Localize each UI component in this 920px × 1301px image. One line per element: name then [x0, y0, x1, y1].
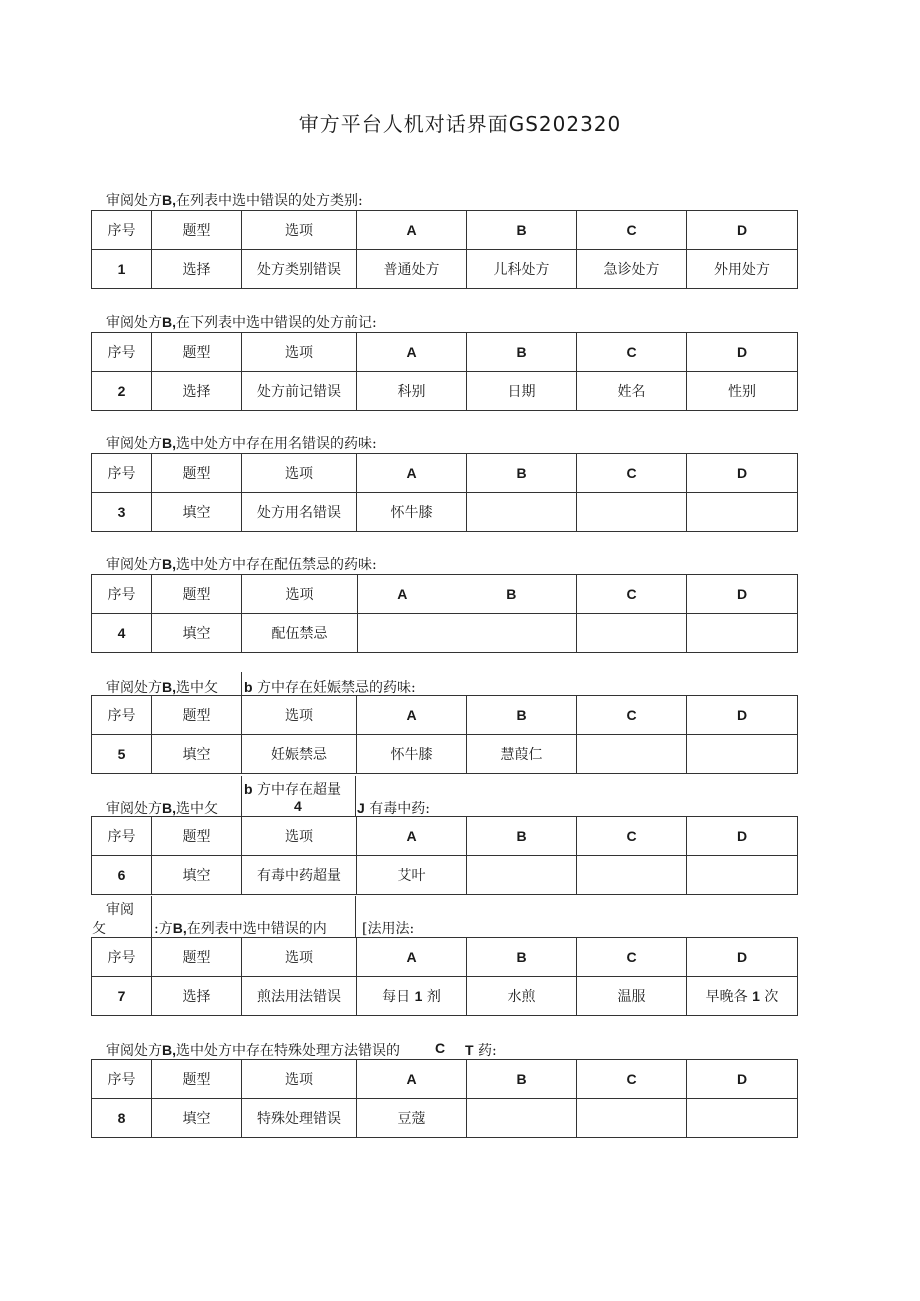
header-a: A	[357, 333, 467, 372]
choice-c[interactable]: 温服	[577, 977, 687, 1016]
header-c: C	[577, 333, 687, 372]
table-row	[92, 977, 798, 1016]
choice-text: 早晚各	[705, 989, 748, 1005]
caption-text: 方中存在超量	[257, 782, 342, 798]
question-table-7	[91, 937, 798, 1016]
header-type: 题型	[152, 211, 242, 250]
table-header-row	[92, 817, 798, 856]
header-type: 题型	[152, 454, 242, 493]
input-a[interactable]: 怀牛膝	[357, 493, 467, 532]
choice-c[interactable]: 急诊处方	[577, 250, 687, 289]
table-header-row	[92, 333, 798, 372]
choice-number: 1	[752, 988, 760, 1004]
row-option: 处方用名错误	[242, 493, 357, 532]
header-b: B	[467, 817, 577, 856]
input-d[interactable]	[687, 856, 798, 895]
header-b: B	[467, 333, 577, 372]
header-c: C	[577, 817, 687, 856]
input-a[interactable]: 怀牛膝	[357, 735, 467, 774]
header-option: 选项	[242, 696, 357, 735]
choice-d[interactable]	[687, 977, 798, 1016]
header-b: B	[467, 1060, 577, 1099]
header-type: 题型	[152, 696, 242, 735]
header-seq: 序号	[92, 333, 152, 372]
section-1-caption	[106, 190, 363, 210]
choice-c[interactable]: 姓名	[577, 372, 687, 411]
row-seq: 7	[92, 977, 152, 1016]
header-seq: 序号	[92, 817, 152, 856]
input-c[interactable]	[577, 735, 687, 774]
section-8-caption-end	[465, 1040, 497, 1060]
row-seq: 8	[92, 1099, 152, 1138]
header-seq: 序号	[92, 454, 152, 493]
header-d: D	[687, 575, 798, 614]
caption-bold: b	[244, 781, 253, 797]
header-d: D	[687, 696, 798, 735]
cell-divider	[151, 896, 152, 937]
input-b[interactable]	[467, 856, 577, 895]
section-6-caption-num	[294, 798, 302, 815]
header-c: C	[577, 1060, 687, 1099]
header-b: B	[467, 938, 577, 977]
header-c: C	[577, 454, 687, 493]
caption-text: 有毒中药:	[369, 801, 430, 817]
caption-text: :方	[154, 921, 173, 937]
caption-bold: B,	[162, 192, 176, 208]
caption-text: 审阅处方	[106, 1043, 162, 1059]
input-d[interactable]	[687, 614, 798, 653]
caption-text: 方中存在妊娠禁忌的药味:	[257, 680, 416, 696]
caption-bold: 4	[294, 798, 302, 814]
section-3-caption	[106, 433, 377, 453]
header-b: B	[467, 454, 577, 493]
header-type: 题型	[152, 575, 242, 614]
choice-d[interactable]: 性别	[687, 372, 798, 411]
input-c[interactable]	[577, 856, 687, 895]
section-6-caption-end	[357, 798, 430, 818]
header-b: B	[467, 696, 577, 735]
choice-b[interactable]: 水煎	[467, 977, 577, 1016]
header-option: 选项	[242, 333, 357, 372]
question-table-3	[91, 453, 798, 532]
row-type: 填空	[152, 614, 242, 653]
caption-bold: J	[357, 800, 365, 816]
caption-bold: B,	[162, 679, 176, 695]
caption-bold: b	[244, 679, 253, 695]
row-type: 填空	[152, 735, 242, 774]
row-option: 处方前记错误	[242, 372, 357, 411]
header-c: C	[577, 575, 687, 614]
choice-a[interactable]: 科别	[357, 372, 467, 411]
caption-text: 在列表中选中错误的内	[186, 921, 327, 937]
cell-divider	[355, 896, 356, 937]
header-type: 题型	[152, 817, 242, 856]
header-a: A	[357, 938, 467, 977]
row-type: 选择	[152, 372, 242, 411]
row-seq: 5	[92, 735, 152, 774]
header-option: 选项	[242, 817, 357, 856]
header-d: D	[687, 333, 798, 372]
table-row	[92, 735, 798, 774]
header-c: C	[577, 211, 687, 250]
question-table-4	[91, 574, 798, 653]
table-row	[92, 493, 798, 532]
row-seq: 1	[92, 250, 152, 289]
table-row	[92, 614, 798, 653]
input-b[interactable]	[467, 493, 577, 532]
row-seq: 3	[92, 493, 152, 532]
caption-text: 审阅处方	[106, 315, 162, 331]
header-d: D	[687, 817, 798, 856]
table-header-row	[92, 454, 798, 493]
header-a: A	[357, 211, 467, 250]
caption-bold: B,	[162, 314, 176, 330]
input-a[interactable]: 艾叶	[357, 856, 467, 895]
cell-divider	[241, 672, 242, 696]
header-seq: 序号	[92, 575, 152, 614]
section-8-caption-c	[435, 1040, 445, 1057]
header-a: A	[357, 1060, 467, 1099]
table-header-row	[92, 575, 798, 614]
choice-a[interactable]	[357, 977, 467, 1016]
input-b[interactable]	[467, 1099, 577, 1138]
input-c[interactable]	[577, 614, 687, 653]
section-4-caption	[106, 554, 377, 574]
caption-text: 审阅处方	[106, 193, 162, 209]
caption-bold: B,	[162, 435, 176, 451]
question-table-6	[91, 816, 798, 895]
row-option: 处方类别错误	[242, 250, 357, 289]
choice-text: 剂	[426, 989, 441, 1005]
header-seq: 序号	[92, 211, 152, 250]
input-b[interactable]: 慧葭仁	[467, 735, 577, 774]
caption-text: 选中处方中存在用名错误的药味:	[176, 436, 377, 452]
header-a: A	[358, 575, 447, 614]
question-table-8	[91, 1059, 798, 1138]
section-5-caption-cont	[244, 677, 416, 697]
caption-bold: B,	[162, 1042, 176, 1058]
table-row	[92, 856, 798, 895]
header-b: B	[467, 211, 577, 250]
input-d[interactable]	[687, 1099, 798, 1138]
row-seq: 2	[92, 372, 152, 411]
row-option: 有毒中药超量	[242, 856, 357, 895]
table-header-row	[92, 696, 798, 735]
question-table-5	[91, 695, 798, 774]
section-8-caption	[106, 1040, 400, 1060]
table-row	[92, 250, 798, 289]
header-d: D	[687, 211, 798, 250]
caption-text: 选中攵	[176, 801, 218, 817]
row-option: 配伍禁忌	[242, 614, 358, 653]
table-header-row	[92, 938, 798, 977]
input-a[interactable]: 豆蔻	[357, 1099, 467, 1138]
page-title: 审方平台人机对话界面GS202320	[298, 112, 622, 136]
row-seq: 4	[92, 614, 152, 653]
section-7-caption-line1: 审阅	[106, 902, 134, 918]
caption-bold: B,	[162, 800, 176, 816]
header-c: C	[577, 696, 687, 735]
caption-bold: T	[465, 1042, 474, 1058]
caption-text: 选中攵	[176, 680, 218, 696]
choice-b[interactable]: 儿科处方	[467, 250, 577, 289]
caption-text: 选中处方中存在特殊处理方法错误的	[176, 1043, 400, 1059]
choice-a[interactable]: 普通处方	[357, 250, 467, 289]
header-option: 选项	[242, 938, 357, 977]
header-type: 题型	[152, 333, 242, 372]
caption-text: 在列表中选中错误的处方类别:	[176, 193, 363, 209]
header-option: 选项	[242, 454, 357, 493]
row-seq: 6	[92, 856, 152, 895]
section-5-caption	[106, 677, 218, 697]
section-6-caption-cont	[244, 779, 341, 799]
input-d[interactable]	[687, 735, 798, 774]
row-option: 妊娠禁忌	[242, 735, 357, 774]
row-type: 填空	[152, 1099, 242, 1138]
choice-number: 1	[414, 988, 423, 1004]
choice-d[interactable]: 外用处方	[687, 250, 798, 289]
choice-b[interactable]: 日期	[467, 372, 577, 411]
row-type: 选择	[152, 977, 242, 1016]
header-option: 选项	[242, 575, 358, 614]
caption-text: 审阅处方	[106, 436, 162, 452]
section-2-caption	[106, 312, 377, 332]
input-c[interactable]	[577, 493, 687, 532]
section-7-caption-mid	[154, 918, 327, 938]
table-row	[92, 1099, 798, 1138]
caption-bold: B,	[172, 920, 187, 936]
header-a: A	[357, 817, 467, 856]
question-table-1	[91, 210, 798, 289]
row-type: 填空	[152, 856, 242, 895]
input-a[interactable]	[358, 614, 447, 653]
table-header-row	[92, 1060, 798, 1099]
header-seq: 序号	[92, 1060, 152, 1099]
header-d: D	[687, 454, 798, 493]
table-header-row	[92, 211, 798, 250]
header-type: 题型	[152, 1060, 242, 1099]
caption-text: 选中处方中存在配伍禁忌的药味:	[176, 557, 377, 573]
header-option: 选项	[242, 211, 357, 250]
row-type: 填空	[152, 493, 242, 532]
section-7-caption-line2: 攵	[92, 921, 106, 937]
caption-bold: B,	[162, 556, 176, 572]
question-table-2	[91, 332, 798, 411]
caption-text: 审阅处方	[106, 801, 162, 817]
header-d: D	[687, 1060, 798, 1099]
caption-text: 审阅处方	[106, 680, 162, 696]
header-d: D	[687, 938, 798, 977]
header-b: B	[447, 575, 577, 614]
row-type: 选择	[152, 250, 242, 289]
cell-divider	[241, 776, 242, 816]
caption-text: 审阅处方	[106, 557, 162, 573]
row-option: 煎法用法错误	[242, 977, 357, 1016]
header-a: A	[357, 454, 467, 493]
header-seq: 序号	[92, 938, 152, 977]
header-c: C	[577, 938, 687, 977]
choice-text: 次	[764, 989, 779, 1005]
header-a: A	[357, 696, 467, 735]
input-d[interactable]	[687, 493, 798, 532]
header-seq: 序号	[92, 696, 152, 735]
cell-divider	[355, 776, 356, 816]
caption-bold: C	[435, 1040, 446, 1056]
header-option: 选项	[242, 1060, 357, 1099]
header-type: 题型	[152, 938, 242, 977]
caption-text: 在下列表中选中错误的处方前记:	[176, 315, 377, 331]
row-option: 特殊处理错误	[242, 1099, 357, 1138]
caption-text: 药:	[478, 1043, 497, 1059]
section-6-caption	[106, 798, 218, 818]
section-7-caption-end: [法用法:	[362, 921, 415, 937]
input-c[interactable]	[577, 1099, 687, 1138]
table-row	[92, 372, 798, 411]
choice-text: 每日	[382, 989, 411, 1005]
input-b[interactable]	[447, 614, 577, 653]
